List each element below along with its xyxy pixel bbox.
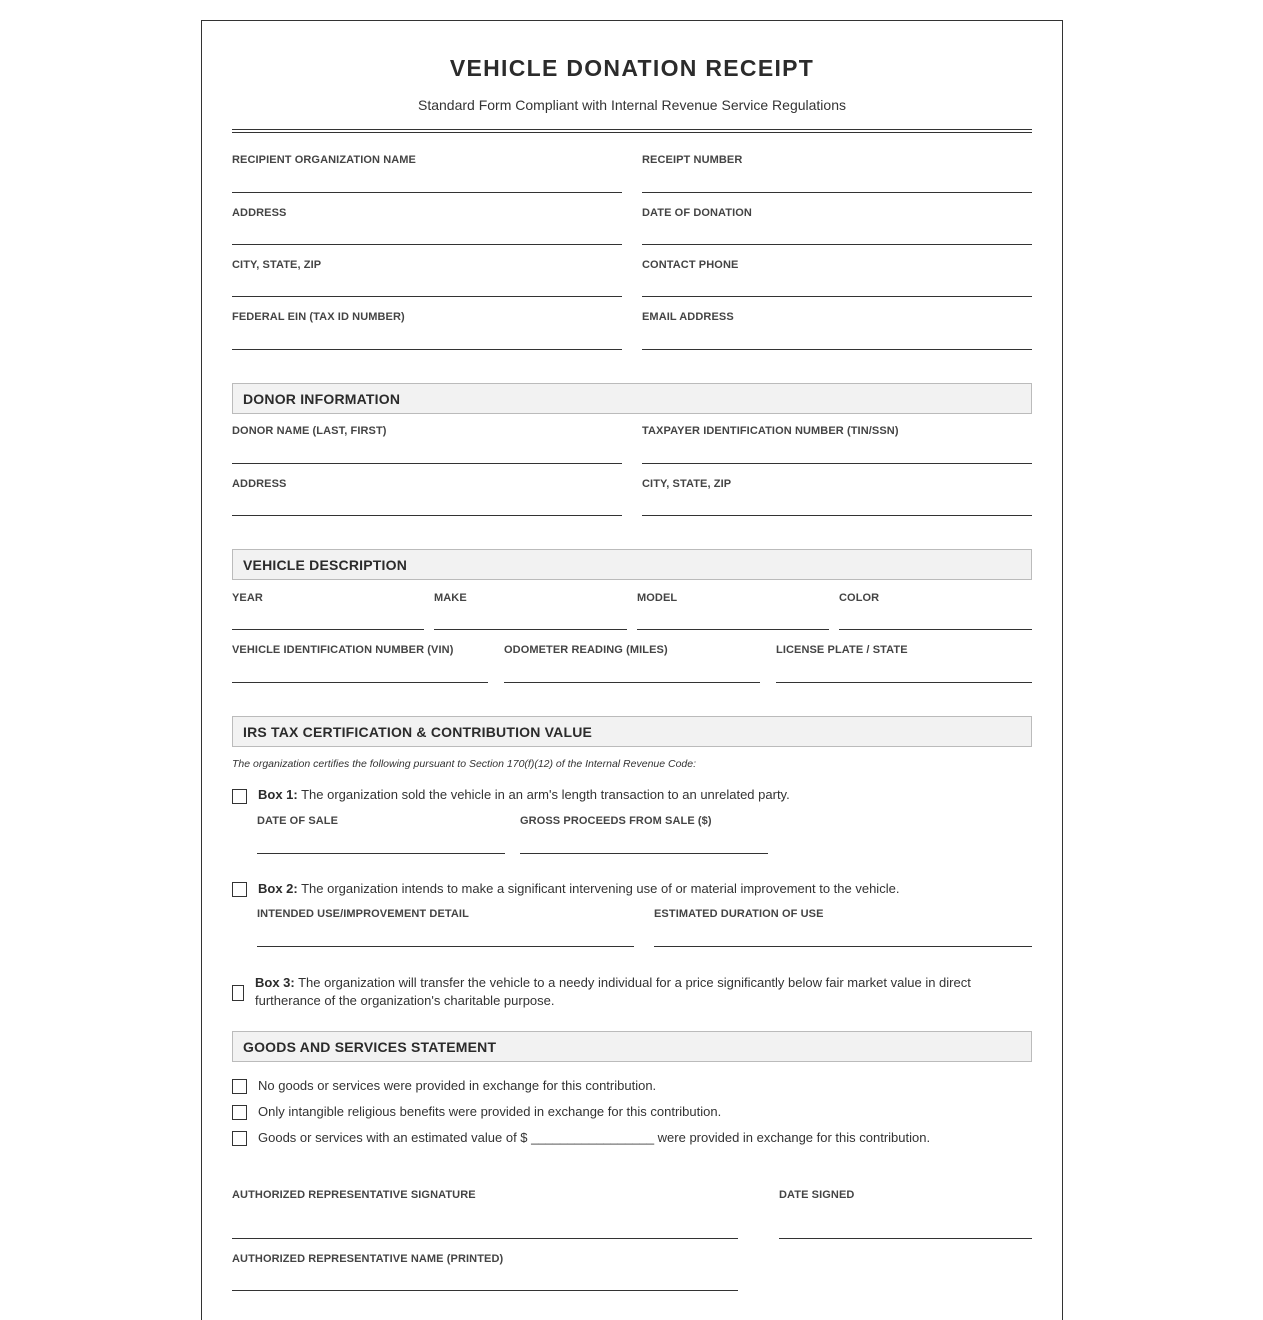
field-line xyxy=(232,192,622,193)
field-label: ADDRESS xyxy=(232,478,287,490)
field-label: TAXPAYER IDENTIFICATION NUMBER (TIN/SSN) xyxy=(642,425,899,437)
field-label: MODEL xyxy=(637,592,678,604)
field-label: INTENDED USE/IMPROVEMENT DETAIL xyxy=(257,908,469,920)
field-label: DATE OF DONATION xyxy=(642,207,752,219)
field-label: FEDERAL EIN (TAX ID NUMBER) xyxy=(232,311,405,323)
box3-text: The organization will transfer the vehicle to a needy individual for a price significantly below fair market value in direct furtherance of the organization's charitable purpose. xyxy=(255,975,971,1008)
no-goods-checkbox[interactable] xyxy=(232,1079,247,1094)
header-divider xyxy=(232,129,1032,133)
vehicle-year-field[interactable] xyxy=(232,592,424,632)
section-donor-information: DONOR INFORMATION xyxy=(232,383,1032,414)
recipient-name-field[interactable] xyxy=(232,154,622,194)
box1-label: Box 1: xyxy=(258,787,298,802)
org-city-state-zip-field[interactable] xyxy=(232,259,622,299)
field-line xyxy=(232,463,622,464)
field-line xyxy=(232,296,622,297)
section-irs-certification: IRS TAX CERTIFICATION & CONTRIBUTION VALUE xyxy=(232,716,1032,747)
field-line xyxy=(654,946,1032,947)
field-line xyxy=(232,244,622,245)
vehicle-color-field[interactable] xyxy=(839,592,1032,632)
donor-address-field[interactable] xyxy=(232,478,622,518)
date-of-donation-field[interactable] xyxy=(642,207,1032,247)
field-label: ADDRESS xyxy=(232,207,287,219)
donor-name-field[interactable] xyxy=(232,425,622,465)
field-line xyxy=(642,296,1032,297)
field-line xyxy=(232,682,488,683)
federal-ein-field[interactable] xyxy=(232,311,622,351)
field-label: CITY, STATE, ZIP xyxy=(232,259,322,271)
field-label: DONOR NAME (LAST, FIRST) xyxy=(232,425,387,437)
religious-benefits-checkbox[interactable] xyxy=(232,1105,247,1120)
field-line xyxy=(520,853,768,854)
odometer-field[interactable] xyxy=(504,644,760,684)
field-label: LICENSE PLATE / STATE xyxy=(776,644,908,656)
contact-phone-field[interactable] xyxy=(642,259,1032,299)
field-line xyxy=(504,682,760,683)
certification-note: The organization certifies the following pursuant to Section 170(f)(12) of the Internal Revenue Code: xyxy=(232,758,697,770)
vin-field[interactable] xyxy=(232,644,488,684)
page-subtitle: Standard Form Compliant with Internal Revenue Service Regulations xyxy=(418,97,846,113)
printed-name-field[interactable] xyxy=(232,1253,738,1293)
intended-use-field[interactable] xyxy=(257,908,634,948)
donor-city-state-zip-field[interactable] xyxy=(642,478,1032,518)
org-address-field[interactable] xyxy=(232,207,622,247)
field-line xyxy=(232,629,424,630)
box3-statement xyxy=(255,974,1005,1010)
receipt-form xyxy=(201,20,1063,1320)
field-line xyxy=(637,629,829,630)
section-goods-and-services: GOODS AND SERVICES STATEMENT xyxy=(232,1031,1032,1062)
signature-field[interactable] xyxy=(232,1189,738,1241)
field-line xyxy=(642,244,1032,245)
gross-proceeds-field[interactable] xyxy=(520,815,768,855)
date-of-sale-field[interactable] xyxy=(257,815,505,855)
vehicle-make-field[interactable] xyxy=(434,592,627,632)
field-label: ODOMETER READING (MILES) xyxy=(504,644,668,656)
no-goods-label: No goods or services were provided in exchange for this contribution. xyxy=(258,1078,657,1093)
license-plate-field[interactable] xyxy=(776,644,1032,684)
goods-value-label: Goods or services with an estimated value of $ _________________ were provided in exchange for this contribution. xyxy=(258,1130,931,1145)
field-label: DATE OF SALE xyxy=(257,815,339,827)
field-line xyxy=(839,629,1032,630)
goods-value-checkbox[interactable] xyxy=(232,1131,247,1146)
field-label: GROSS PROCEEDS FROM SALE ($) xyxy=(520,815,712,827)
donor-tin-field[interactable] xyxy=(642,425,1032,465)
field-label: YEAR xyxy=(232,592,263,604)
box2-label: Box 2: xyxy=(258,881,298,896)
email-address-field[interactable] xyxy=(642,311,1032,351)
box2-statement xyxy=(258,880,1028,898)
field-line xyxy=(232,1290,738,1291)
box2-checkbox[interactable] xyxy=(232,882,247,897)
field-line xyxy=(232,1238,738,1239)
page-title: VEHICLE DONATION RECEIPT xyxy=(449,55,815,81)
field-line xyxy=(776,682,1032,683)
box1-statement xyxy=(258,786,1028,804)
section-vehicle-description: VEHICLE DESCRIPTION xyxy=(232,549,1032,580)
field-label: RECEIPT NUMBER xyxy=(642,154,743,166)
field-label: CONTACT PHONE xyxy=(642,259,739,271)
field-line xyxy=(642,463,1032,464)
field-label: AUTHORIZED REPRESENTATIVE SIGNATURE xyxy=(232,1189,476,1201)
field-label: MAKE xyxy=(434,592,467,604)
box3-label: Box 3: xyxy=(255,975,295,990)
date-signed-field[interactable] xyxy=(779,1189,1032,1241)
field-line xyxy=(642,349,1032,350)
field-line xyxy=(434,629,627,630)
field-line xyxy=(257,946,634,947)
field-line xyxy=(232,349,622,350)
field-label: RECIPIENT ORGANIZATION NAME xyxy=(232,154,416,166)
field-line xyxy=(779,1238,1032,1239)
field-line xyxy=(232,515,622,516)
field-label: DATE SIGNED xyxy=(779,1189,855,1201)
box3-checkbox[interactable] xyxy=(232,985,244,1001)
field-label: CITY, STATE, ZIP xyxy=(642,478,732,490)
field-label: VEHICLE IDENTIFICATION NUMBER (VIN) xyxy=(232,644,454,656)
box1-checkbox[interactable] xyxy=(232,789,247,804)
field-line xyxy=(642,515,1032,516)
receipt-number-field[interactable] xyxy=(642,154,1032,194)
field-line xyxy=(257,853,505,854)
box1-text: The organization sold the vehicle in an arm's length transaction to an unrelated party. xyxy=(297,787,790,802)
religious-benefits-label: Only intangible religious benefits were provided in exchange for this contribution. xyxy=(258,1104,722,1119)
field-label: EMAIL ADDRESS xyxy=(642,311,734,323)
box2-text: The organization intends to make a significant intervening use of or material improvement to the vehicle. xyxy=(297,881,900,896)
field-label: COLOR xyxy=(839,592,880,604)
estimated-duration-field[interactable] xyxy=(654,908,1032,948)
vehicle-model-field[interactable] xyxy=(637,592,829,632)
field-label: ESTIMATED DURATION OF USE xyxy=(654,908,824,920)
field-line xyxy=(642,192,1032,193)
field-label: AUTHORIZED REPRESENTATIVE NAME (PRINTED) xyxy=(232,1253,504,1265)
